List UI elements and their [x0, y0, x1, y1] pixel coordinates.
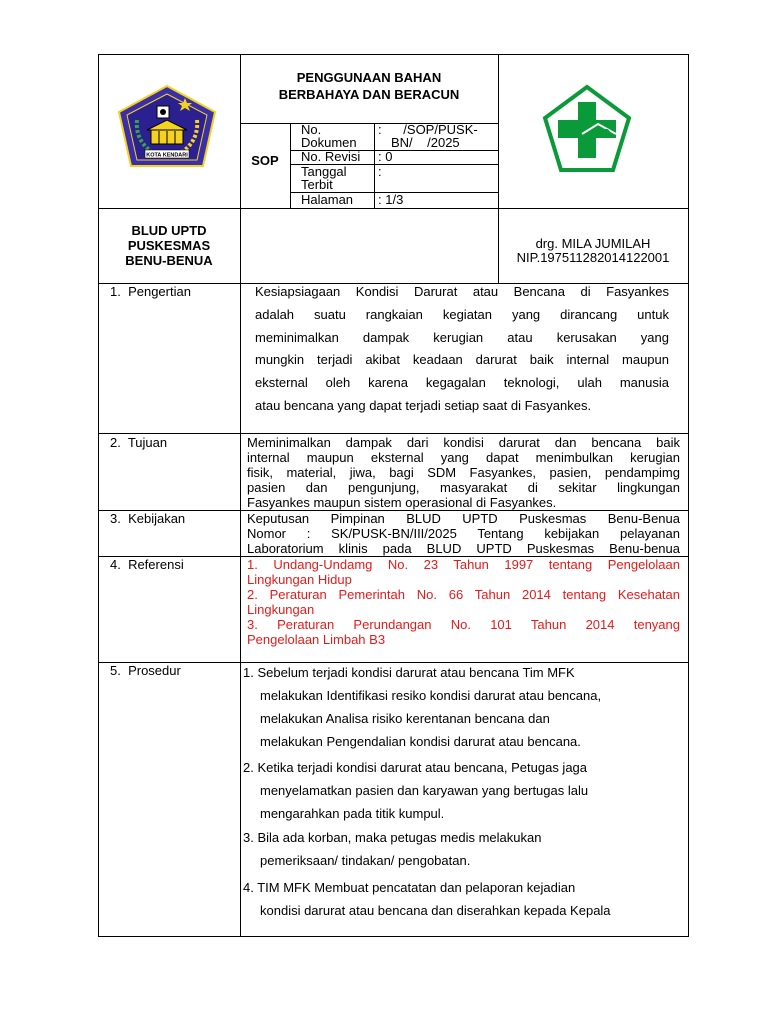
- prosedur-line: melakukan Analisa risiko kerentanan bencana dan: [260, 711, 550, 726]
- pengertian-line: mungkin terjadi akibat keadaan darurat baik internal maupun: [255, 352, 669, 367]
- logo-ribbon-text: KOTA KENDARI: [146, 152, 188, 159]
- kebijakan-line: Laboratorium klinis pada BLUD UPTD Puskesmas Benu-benua: [247, 541, 680, 556]
- referensi-line: 2. Peraturan Pemerintah No. 66 Tahun 2014 tentang Kesehatan: [247, 587, 680, 602]
- kebijakan-line: Nomor : SK/PUSK-BN/III/2025 Tentang kebijakan pelayanan: [247, 526, 680, 541]
- prosedur-line: pemeriksaan/ tindakan/ pengobatan.: [260, 853, 471, 868]
- prosedur-line: kondisi darurat atau bencana dan diserahkan kepada Kepala: [260, 903, 611, 918]
- signer-name: drg. MILA JUMILAH: [535, 236, 651, 251]
- halaman-value: : 1/3: [378, 192, 404, 207]
- tujuan-line: pasien dan pengunjung, masyarakat di sekitar lingkungan: [247, 480, 680, 495]
- section-label-referensi: 4. Referensi: [110, 557, 184, 572]
- org-name-line-2: PUSKESMAS: [127, 238, 211, 253]
- fields-divider: [374, 123, 375, 208]
- table-border-bottom: [98, 936, 689, 937]
- table-border-right: [688, 54, 689, 937]
- halaman-label: Halaman: [301, 192, 354, 207]
- tujuan-line: internal maupun eksternal yang dapat menimbulkan kerugian: [247, 450, 680, 465]
- no-dokumen-value-1: : /SOP/PUSK-: [378, 122, 478, 137]
- sop-divider: [290, 123, 291, 208]
- no-revisi-value: : 0: [378, 149, 393, 164]
- pengertian-line: meminimalkan dampak kerugian atau kerusakan yang: [255, 330, 669, 345]
- referensi-line: 1. Undang-Undamg No. 23 Tahun 1997 tentang Pengelolaan: [247, 557, 680, 572]
- prosedur-line: 2. Ketika terjadi kondisi darurat atau bencana, Petugas jaga: [243, 760, 588, 775]
- referensi-line: Lingkungan: [247, 602, 315, 617]
- sop-label: SOP: [251, 153, 279, 168]
- kebijakan-line: Keputusan Pimpinan BLUD UPTD Puskesmas Benu-Benua: [247, 511, 680, 526]
- document-title-line-1: PENGGUNAAN BAHAN: [296, 70, 442, 85]
- puskesmas-logo: [542, 84, 632, 174]
- prosedur-line: melakukan Pengendalian kondisi darurat atau bencana.: [260, 734, 581, 749]
- pengertian-line: atau bencana yang dapat terjadi setiap saat di Fasyankes.: [255, 398, 592, 413]
- org-name-line-1: BLUD UPTD: [131, 223, 207, 238]
- no-dokumen-value-2: BN/ /2025: [391, 135, 460, 150]
- prosedur-line: 3. Bila ada korban, maka petugas medis melakukan: [243, 830, 542, 845]
- tanggal-terbit-value: :: [378, 164, 382, 179]
- tujuan-line: fisik, material, jiwa, bagi SDM Fasyankes, pasien, pendampimg: [247, 465, 680, 480]
- referensi-line: Pengelolaan Limbah B3: [247, 632, 386, 647]
- tanggal-terbit-label-1: Tanggal: [301, 164, 347, 179]
- prosedur-line: menyelamatkan pasien dan karyawan yang bertugas lalu: [260, 783, 589, 798]
- document-title-line-2: BERBAHAYA DAN BERACUN: [278, 87, 460, 102]
- referensi-line: 3. Peraturan Perundangan No. 101 Tahun 2014 tenyang: [247, 617, 680, 632]
- row-line-tujuan: [98, 433, 689, 434]
- pengertian-line: Kesiapsiagaan Kondisi Darurat atau Bencana di Fasyankes: [255, 284, 669, 299]
- signer-nip: NIP.197511282014122001: [516, 250, 670, 265]
- section-label-tujuan: 2. Tujuan: [110, 435, 168, 450]
- header-row-line: [98, 208, 689, 209]
- tujuan-line: Fasyankes maupun sistem operasional di Fasyankes.: [247, 495, 557, 510]
- no-dokumen-label-2: Dokumen: [301, 135, 357, 150]
- pengertian-line: adalah suatu rangkaian kegiatan yang dirancang untuk: [255, 307, 669, 322]
- tujuan-line: Meminimalkan dampak dari kondisi darurat dan bencana baik: [247, 435, 680, 450]
- prosedur-line: melakukan Identifikasi resiko kondisi darurat atau bencana,: [260, 688, 602, 703]
- col-divider-left: [240, 54, 241, 937]
- section-label-pengertian: 1. Pengertian: [110, 284, 191, 299]
- section-label-prosedur: 5. Prosedur: [110, 663, 181, 678]
- no-revisi-label: No. Revisi: [301, 149, 361, 164]
- org-name-line-3: BENU-BENUA: [125, 253, 213, 268]
- referensi-line: Lingkungan Hidup: [247, 572, 352, 587]
- section-label-kebijakan: 3. Kebijakan: [110, 511, 186, 526]
- kota-kendari-logo: [115, 84, 219, 170]
- row-line-prosedur: [98, 662, 689, 663]
- prosedur-line: 1. Sebelum terjadi kondisi darurat atau bencana Tim MFK: [243, 665, 575, 680]
- logo-emblem-dot: [160, 109, 166, 115]
- pengertian-line: eksternal oleh karena kegagalan teknologi, ulah manusia: [255, 375, 669, 390]
- prosedur-line: mengarahkan pada titik kumpul.: [260, 806, 445, 821]
- prosedur-line: 4. TIM MFK Membuat pencatatan dan pelaporan kejadian: [243, 880, 576, 895]
- tanggal-terbit-label-2: Terbit: [301, 177, 333, 192]
- table-border-top: [98, 54, 689, 55]
- no-dokumen-label-1: No.: [301, 122, 322, 137]
- table-border-left: [98, 54, 99, 937]
